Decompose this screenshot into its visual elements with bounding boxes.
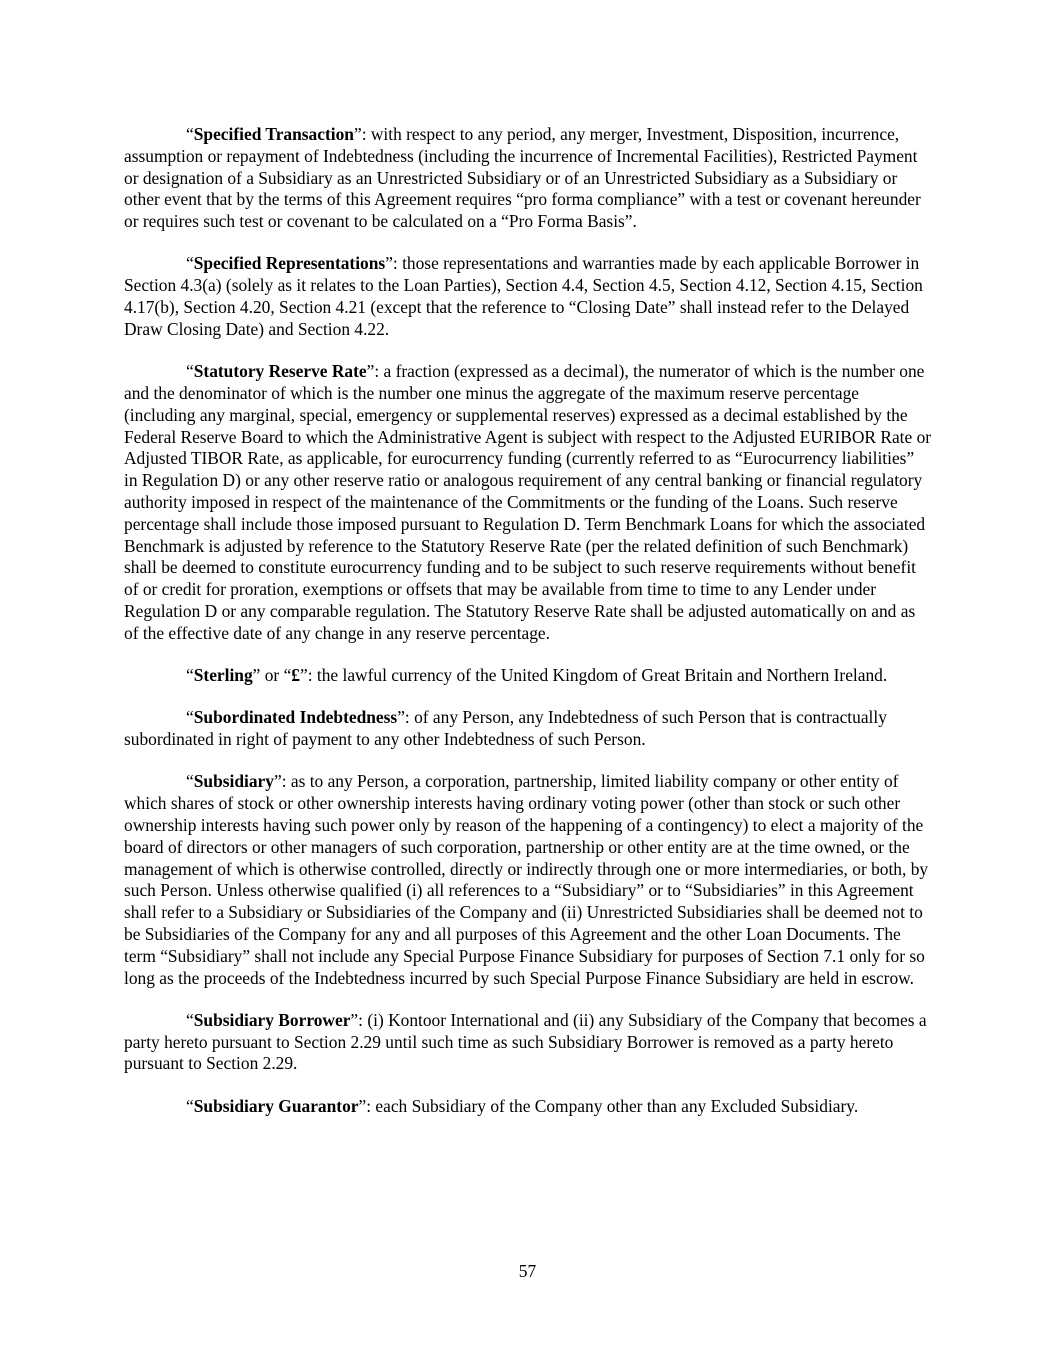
open-quote: “ xyxy=(186,707,194,728)
open-quote: “ xyxy=(186,124,194,144)
definition-text: ”: a fraction (expressed as a decimal), the numerator of which is the number one and the denominator of which is the number one minus the aggregate of the maximum reserve percentage (including any marginal, special, emergency or supplemental reserves) expressed as a decimal established by the Federal Reserve Board to which the Administrative Agent is subject with respect to the Adjusted EURIBOR Rate or Adjusted TIBOR Rate, as applicable, for eurocurrency funding (currently referred to as “Eurocurrency liabilities” in Regulation D) or any other reserve ratio or analogous requirement of any central banking or financial regulatory authority imposed in respect of the maintenance of the Commitments or the funding of the Loans. Such reserve percentage shall include those imposed pursuant to Regulation D. Term Benchmark Loans for which the associated Benchmark is adjusted by reference to the Statutory Reserve Rate (per the related definition of such Benchmark) shall be deemed to constitute eurocurrency funding and to be subject to such reserve requirements without benefit of or credit for proration, exemptions or offsets that may be available from time to time to any Lender under Regulation D or any comparable regulation. The Statutory Reserve Rate shall be adjusted automatically on and as of the effective date of any change in any reserve percentage. xyxy=(124,361,932,643)
open-quote: “ xyxy=(186,1095,194,1116)
definition-subsidiary-borrower xyxy=(124,1010,932,1075)
definition-text: ”: of any Person, any Indebtedness of such Person that is contractually subordinated in right of payment to any other Indebtedness of such Person. xyxy=(124,707,887,750)
open-quote: “ xyxy=(186,361,194,382)
open-quote: “ xyxy=(186,665,194,686)
defined-term: Subsidiary Guarantor xyxy=(193,1095,359,1116)
open-quote: “ xyxy=(186,1009,194,1030)
definition-text: ”: with respect to any period, any merger, Investment, Disposition, incurrence, assumption or repayment of Indebtedness (including the incurrence of Incremental Facilities), Restricted Payment or designation of a Subsidiary as an Unrestricted Subsidiary or of an Unrestricted Subsidiary as a Subsidiary or other event that by the terms of this Agreement requires “pro forma compliance” with a test or covenant hereunder or requires such test or covenant to be calculated on a “Pro Forma Basis”. xyxy=(124,124,921,232)
definition-text: ”: (i) Kontoor International and (ii) any Subsidiary of the Company that becomes a party hereto pursuant to Section 2.29 until such time as such Subsidiary Borrower is removed as a party hereto pursuant to Section 2.29. xyxy=(124,1009,927,1074)
definition-text: ”: as to any Person, a corporation, partnership, limited liability company or other entity of which shares of stock or other ownership interests having ordinary voting power (other than stock or such other ownership interests having such power only by reason of the happening of a contingency) to elect a majority of the board of directors or other managers of such corporation, partnership or other entity are at the time owned, or the management of which is otherwise controlled, directly or indirectly through one or more intermediaries, or both, by such Person. Unless otherwise qualified (i) all references to a “Subsidiary” or to “Subsidiaries” in this Agreement shall refer to a Subsidiary or Subsidiaries of the Company and (ii) Unrestricted Subsidiaries shall be deemed not to be Subsidiaries of the Company for any and all purposes of this Agreement and the other Loan Documents. The term “Subsidiary” shall not include any Special Purpose Finance Subsidiary for purposes of Section 7.1 only for so long as the proceeds of the Indebtedness incurred by such Special Purpose Finance Subsidiary are held in escrow. xyxy=(124,771,929,988)
defined-term: Sterling xyxy=(193,665,253,686)
definition-subordinated-indebtedness xyxy=(124,707,932,751)
defined-term: Specified Transaction xyxy=(193,124,354,144)
definition-specified-representations xyxy=(124,253,932,340)
defined-term-symbol: £ xyxy=(291,665,300,686)
definition-text: ”: those representations and warranties made by each applicable Borrower in Section 4.3(a) (solely as it relates to the Loan Parties), Section 4.4, Section 4.5, Section 4.12, Section 4.15, Section 4.17(b), Section 4.20, Section 4.21 (except that the reference to “Closing Date” shall instead refer to the Delayed Draw Closing Date) and Section 4.22. xyxy=(124,253,923,339)
term-separator: ” or “ xyxy=(252,665,292,686)
definition-sterling xyxy=(124,665,932,687)
defined-term: Specified Representations xyxy=(193,253,386,274)
definition-subsidiary xyxy=(124,771,932,989)
definition-text: ”: each Subsidiary of the Company other than any Excluded Subsidiary. xyxy=(358,1095,859,1116)
definition-text: ”: the lawful currency of the United Kingdom of Great Britain and Northern Ireland. xyxy=(300,665,888,686)
definition-specified-transaction xyxy=(124,124,932,233)
definition-statutory-reserve-rate xyxy=(124,361,932,644)
defined-term: Subordinated Indebtedness xyxy=(193,707,398,728)
open-quote: “ xyxy=(186,253,194,274)
definition-subsidiary-guarantor xyxy=(124,1096,932,1118)
open-quote: “ xyxy=(186,771,194,792)
defined-term: Statutory Reserve Rate xyxy=(193,361,367,382)
document-page xyxy=(124,124,932,1138)
page-number: 57 xyxy=(518,1261,537,1281)
defined-term: Subsidiary xyxy=(193,771,274,792)
defined-term: Subsidiary Borrower xyxy=(193,1009,351,1030)
